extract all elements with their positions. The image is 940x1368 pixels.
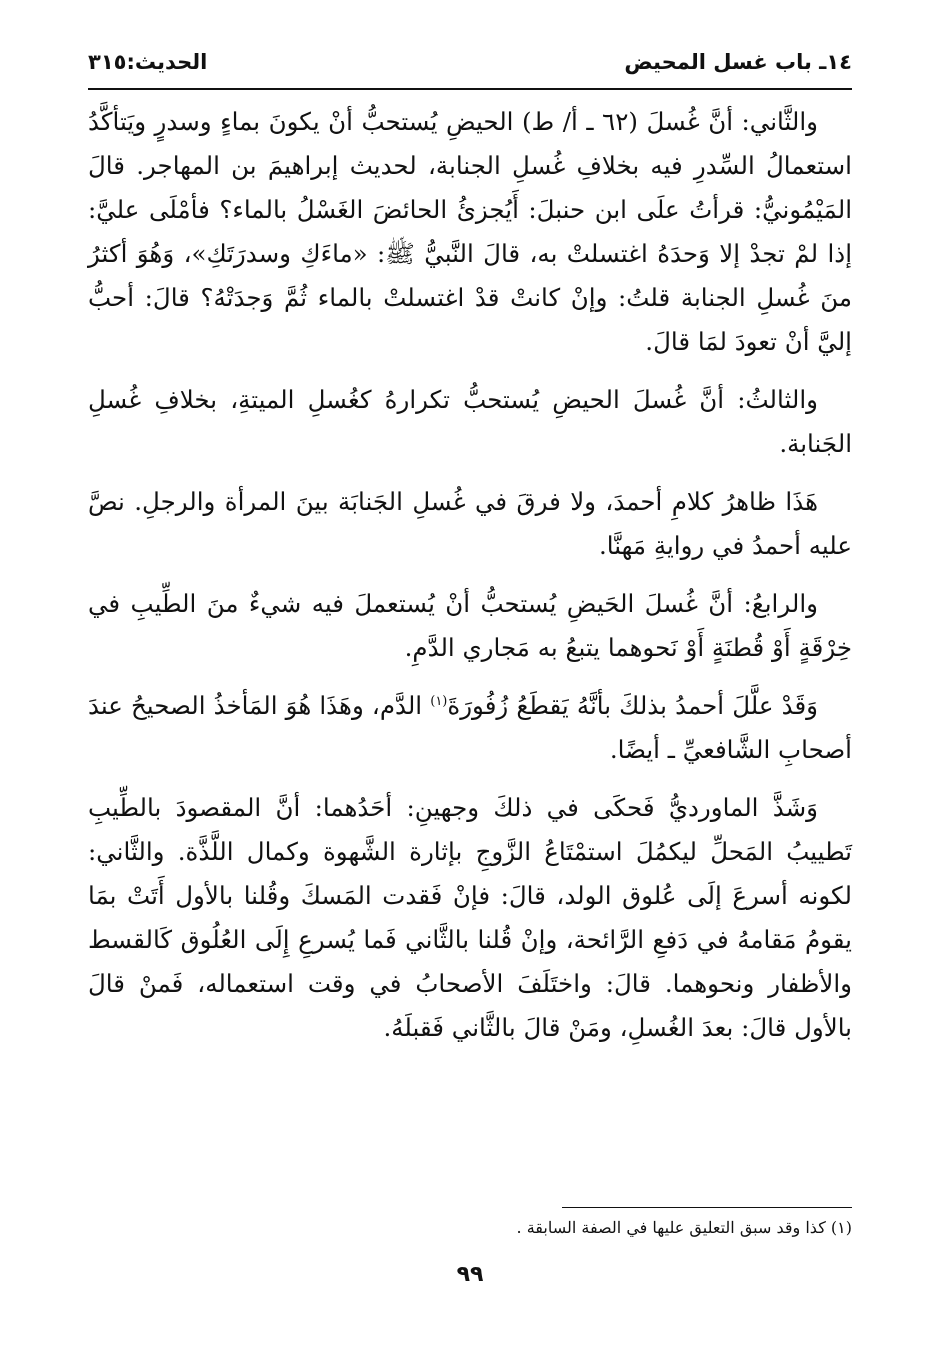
paragraph-fourth: والرابعُ: أنَّ غُسلَ الحَيضِ يُستحبُّ أنْ يُستعملَ فيه شيءٌ منَ الطِّيبِ في خِرْقَةٍ أَوْ قُطنَةٍ أَوْ نَحوهما يتبعُ به مَجاري الدَّمِ. — [88, 589, 852, 662]
footnote: (١) كذا وقد سبق التعليق عليها في الصفة السابقة . — [516, 1218, 852, 1237]
footnote-marker: (١) — [430, 693, 448, 709]
paragraph-reason-start: وَقَدْ علَّلَ أحمدُ بذلكَ بأنَّهُ يَقطَعُ زُفُورَةَ — [447, 691, 818, 720]
paragraph-ahmad: هَذَا ظاهرُ كلامِ أحمدَ، ولا فرقَ في غُسلِ الجَنابَة بينَ المرأة والرجلِ. نصَّ عليه أحمدُ في روايةِ مَهنَّا. — [88, 487, 852, 560]
chapter-title: ١٤ـ باب غسل المحيض — [624, 50, 852, 74]
hadith-number: الحديث:٣١٥ — [88, 50, 208, 74]
paragraph-second: والثَّاني: أنَّ غُسلَ (٦٢ ـ أ/ ط) الحيضِ يُستحبُّ أنْ يكونَ بماءٍ وسدرٍ ويَتأكَّدُ استعمالُ السِّدرِ فيه بخلافِ غُسلِ الجنابة، لحديث إبراهيمَ بن المهاجر. قالَ المَيْمُونيُّ: قرأتُ علَى ابن حنبلَ: أَيُجزئُ الحائضَ الغَسْلُ بالماء؟ فأمْلَى عليَّ: إذا لمْ تجدْ إلا وَحدَهُ اغتسلتْ به، قالَ النَّبيُّ ﷺ: «ماءَكِ وسدرَتَكِ»، وَهُوَ أكثرُ منَ غُسلِ الجنابة قلتُ: وإنْ كانتْ قدْ اغتسلتْ بالماء ثُمَّ وَجدَتْهُ؟ قالَ: أحبُّ إليَّ أنْ تعودَ لمَا قالَ. — [88, 107, 852, 356]
paragraph-third: والثالثُ: أنَّ غُسلَ الحيضِ يُستحبُّ تكرارهُ كغُسلِ الميتةِ، بخلافِ غُسلِ الجَنابة. — [88, 385, 852, 458]
paragraph-reason — [88, 684, 852, 772]
footnote-divider — [562, 1207, 852, 1208]
page-number: ٩٩ — [456, 1262, 484, 1287]
paragraph-reason-end: الدَّم، وهَذَا هُوَ المَأخذُ الصحيحُ عندَ أصحابِ الشَّافعيِّ ـ أيضًا. — [88, 691, 852, 764]
page-header — [88, 42, 852, 90]
main-text — [88, 100, 852, 1064]
paragraph-mawardi: وَشَذَّ الماورديُّ فَحكَى في ذلكَ وجهينِ: أحَدُهما: أنَّ المقصودَ بالطِّيبِ تَطييبُ المَحلِّ ليكمُلَ استمْتَاعُ الزَّوجِ بإثارة الشَّهوة وكمال اللَّذَّة. والثَّاني: لكونه أسرعَ إلَى عُلوق الولد، قالَ: فإنْ فَقدت المَسكَ وقُلنا بالأول أَتَتْ بمَا يقومُ مَقامهُ في دَفعِ الرَّائحة، وإنْ قُلنا بالثَّاني فَما يُسرعِ إِلَى العُلُوق كَالقسط والأظفار ونحوهما. قالَ: واختَلَفَ الأصحابُ في وقت استعماله، فَمنْ قالَ بالأول قالَ: بعدَ الغُسلِ، ومَنْ قالَ بالثَّاني فَقبلَهُ. — [88, 793, 852, 1042]
